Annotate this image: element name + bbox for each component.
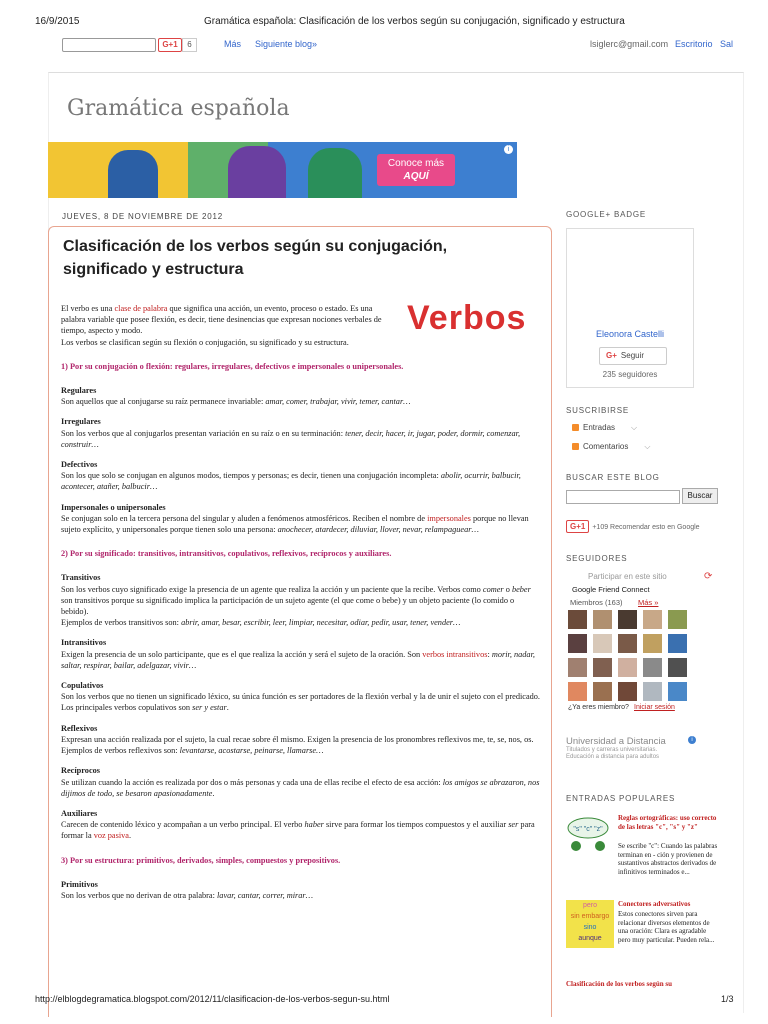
text: Expresan una acción realizada por el sujeto, la cual recae sobre él mismo. Exigen la presencia de los pronombres reflexivos me, te, se, nos, os. Ejemplos de verbos reflexivos son:	[61, 734, 534, 756]
popular-excerpt	[618, 910, 718, 944]
avatar[interactable]	[568, 634, 587, 653]
section-heading: 2) Por su significado: transitivos, intransitivos, copulativos, reflexivos, recíprocos y auxiliares.	[61, 549, 392, 559]
definition	[61, 470, 541, 492]
text: sirve para formar los tiempos compuestos y el auxiliar	[323, 820, 509, 830]
example: ser	[508, 820, 519, 830]
follow-label: Seguir	[620, 351, 645, 360]
term-reflexivos: Reflexivos	[61, 723, 98, 733]
definition	[61, 649, 541, 671]
example: haber	[304, 820, 324, 830]
term-primitivos: Primitivos	[61, 879, 98, 889]
avatar[interactable]	[593, 658, 612, 677]
popular-title[interactable]: Reglas ortográficas: uso correcto de las letras "c", "s" y "z"	[618, 814, 717, 831]
popular-post-3[interactable]	[566, 980, 721, 989]
chevron-down-icon: ⌵	[644, 442, 651, 451]
text: porque no llevan sujeto explícito, y unipersonales porque tienen solo una persona:	[61, 513, 529, 535]
examples: amar, comer, trabajar, vivir, temer, cantar…	[265, 397, 411, 407]
dashboard-link[interactable]: Escritorio	[675, 39, 713, 49]
passive-voice-link[interactable]: voz pasiva	[93, 831, 129, 841]
feed-icon	[572, 443, 579, 450]
badge-name[interactable]: Eleonora Castelli	[595, 329, 665, 339]
text: Los verbos se clasifican según su flexión o conjugación, su significado y su estructura.	[61, 337, 349, 347]
members-more-link[interactable]: Más »	[638, 598, 659, 607]
ad-cta-button[interactable]	[377, 154, 455, 186]
print-title: Gramática española: Clasificación de los verbos según su conjugación, significado y estructura	[204, 16, 625, 27]
follower-count: 235 seguidores	[602, 370, 658, 379]
thumb-word: pero	[582, 902, 597, 909]
popular-post-2[interactable]	[618, 900, 718, 909]
blogger-navbar	[50, 36, 740, 56]
scz-image	[566, 814, 610, 854]
popular-excerpt	[618, 842, 718, 876]
examples: abolir, ocurrir, balbucir, acontecer, atañer, balbucir…	[61, 471, 521, 492]
avatar[interactable]	[668, 682, 687, 701]
examples: tener, decir, hacer, ir, jugar, poder, dormir, comenzar, construir…	[61, 428, 521, 449]
gfc-icon: ⟳	[704, 571, 713, 582]
print-date: 16/9/2015	[35, 16, 80, 27]
gplus-icon: G+	[606, 351, 617, 360]
examples: ser y estar	[192, 703, 227, 713]
ad-figure	[108, 150, 158, 198]
definition	[61, 890, 541, 901]
user-email: lsiglerc@gmail.com	[590, 39, 669, 49]
definition	[61, 513, 541, 535]
text: :	[487, 649, 492, 659]
text: para formar la	[61, 820, 535, 841]
more-link[interactable]: Más	[224, 39, 242, 49]
definition	[61, 734, 541, 756]
next-blog-link[interactable]: Siguiente blog»	[255, 39, 318, 49]
text: son transitivos porque su significado implica la participación de un sujeto agente (el que come o bebe) y un objeto paciente (lo comido o bebido).	[61, 595, 515, 617]
sidebar	[566, 210, 726, 988]
definition	[61, 396, 541, 407]
text: Se utilizan cuando la acción es realizada por dos o más personas y cada una de ellas recibe el efecto de esa acción:	[61, 777, 443, 787]
subscribe-heading: SUSCRIBIRSE	[566, 406, 630, 415]
ad-cta-line1: Conoce más	[387, 158, 445, 169]
definition	[61, 777, 541, 799]
members-count: Miembros (163)	[570, 598, 623, 607]
definition	[61, 691, 541, 713]
search-button[interactable]: Buscar	[682, 488, 718, 504]
text: Se conjugan solo en la tercera persona del singular y aluden a fenómenos atmosféricos. Reciben el nombre de	[61, 513, 428, 523]
impersonales-link[interactable]: impersonales	[427, 513, 471, 523]
thumb-word: sin embargo	[570, 913, 610, 920]
text: Son los verbos que no tienen un significado léxico, su única función es ser portadores de la flexión verbal y la de unir el sujeto con el predicado. Los principales verbos copulativos son	[61, 692, 541, 713]
examples: los amigos se abrazaron, nos dijimos de todo, se besaron apasionadamente	[61, 777, 540, 798]
page-number: 1/3	[721, 994, 734, 1004]
verbos-image: Verbos	[407, 299, 527, 337]
section-heading: 3) Por su estructura: primitivos, derivados, simples, compuestos y prepositivos.	[61, 855, 341, 865]
examples: abrir, amar, besar, escribir, leer, limpiar, necesitar, odiar, pedir, usar, tener, vender…	[181, 618, 461, 628]
word-class-link[interactable]: clase de palabra	[114, 304, 168, 313]
text: Ejemplos de verbos transitivos son:	[61, 618, 182, 628]
term-copulativos: Copulativos	[61, 681, 104, 691]
text: Son los verbos que al conjugarlos presentan variación en su raíz o en su terminación:	[61, 428, 346, 438]
followers-heading: SEGUIDORES	[566, 554, 628, 563]
badge-heading: GOOGLE+ BADGE	[566, 210, 646, 219]
term-intransitivos: Intransitivos	[61, 638, 107, 648]
signout-link[interactable]: Sal	[720, 39, 734, 49]
text: El verbo es una	[61, 304, 115, 313]
gplus-button[interactable]: G+1	[158, 38, 182, 52]
examples: levantarse, acostarse, peinarse, llamarse…	[179, 746, 324, 756]
avatar[interactable]	[618, 682, 637, 701]
excerpt: Estos conectores sirven para relacionar diversos elementos de una oración: Clara es agradable pero muy particular. Pueden rela...	[618, 910, 715, 944]
ad-cta-line2: AQUÍ	[403, 171, 429, 182]
example: beber	[511, 584, 531, 594]
ad-info-icon[interactable]: i	[504, 145, 513, 154]
text: Son los que solo se conjugan en algunos modos, tiempos y personas; es decir, tienen una conjugación incompleta:	[61, 471, 441, 481]
avatar[interactable]	[593, 610, 612, 629]
term-impersonales: Impersonales o unipersonales	[61, 502, 166, 512]
example: comer	[482, 584, 504, 594]
gplus-button[interactable]: G+1	[566, 520, 589, 533]
text: .	[212, 788, 215, 798]
popular-title[interactable]: Clasificación de los verbos según su	[566, 980, 672, 988]
feed-icon	[572, 424, 579, 431]
popular-thumb-2[interactable]	[566, 900, 614, 948]
already-member: ¿Ya eres miembro?	[568, 704, 629, 711]
post-body	[61, 303, 541, 901]
blog-search-input[interactable]	[566, 490, 680, 504]
text: Son los verbos que no derivan de otra palabra:	[61, 890, 217, 900]
gplus-recommend	[566, 520, 700, 533]
avatar[interactable]	[568, 610, 587, 629]
excerpt: Se escribe "c": Cuando las palabras terminan en - ción y provienen de sustantivos abstractos derivados de infinitivos terminados e...	[618, 842, 718, 876]
ad-title: Universidad a Distancia	[566, 736, 666, 747]
label: Entradas	[583, 423, 616, 432]
print-url: http://elblogdegramatica.blogspot.com/2012/11/clasificacion-de-los-verbos-segun-su.html	[35, 994, 390, 1004]
definition	[61, 819, 541, 841]
ad-universidad[interactable]	[566, 736, 706, 761]
avatar[interactable]	[568, 682, 587, 701]
examples: morir, nadar, saltar, respirar, bailar, adelgazar, vivir…	[61, 649, 535, 670]
label: Comentarios	[583, 442, 629, 451]
avatar[interactable]	[643, 658, 662, 677]
post-card	[48, 226, 552, 1017]
term-irregulares: Irregulares	[61, 417, 101, 427]
examples: lavar, cantar, correr, mirar…	[216, 890, 314, 900]
term-regulares: Regulares	[61, 386, 97, 396]
text: Carecen de contenido léxico y acompañan a un verbo principal. El verbo	[61, 820, 305, 830]
avatar[interactable]	[668, 658, 687, 677]
scz-text: "s" "c" "z"	[573, 826, 603, 833]
ad-banner[interactable]	[48, 142, 517, 198]
post-title: Clasificación de los verbos según su conjugación, significado y estructura	[63, 238, 448, 278]
subscribe-entries[interactable]	[572, 423, 637, 433]
examples: anochecer, atardecer, diluviar, llover, nevar, relampaguear…	[277, 525, 479, 535]
avatar[interactable]	[668, 610, 687, 629]
avatar[interactable]	[568, 658, 587, 677]
gfc-brand: Google Friend Connect	[572, 585, 650, 594]
term-defectivos: Defectivos	[61, 460, 98, 470]
text: Son los verbos cuyo significado exige la presencia de un agente que realiza la acción y un paciente que la recibe. Verbos como	[61, 584, 483, 594]
navbar-search-input[interactable]	[62, 38, 156, 52]
info-icon: i	[688, 736, 696, 744]
ad-subtitle: Educación a distancia para adultos	[566, 754, 660, 760]
sign-in-link[interactable]: Iniciar sesión	[634, 704, 675, 711]
popular-title[interactable]: Conectores adversativos	[618, 900, 691, 908]
search-heading: BUSCAR ESTE BLOG	[566, 473, 660, 482]
definition	[61, 428, 541, 450]
text: que significa una acción, un evento, proceso o estado. Es una palabra variable que posee flexión, es decir, tiene desinencias que expresan nociones verbales de tiempo, aspecto y modo.	[61, 304, 382, 336]
ad-figure	[228, 146, 286, 198]
avatar[interactable]	[643, 610, 662, 629]
gplus-text: +109 Recomendar esto en Google	[592, 524, 700, 531]
print-header	[0, 0, 768, 28]
text: Son aquellos que al conjugarse su raíz permanece invariable:	[61, 397, 266, 407]
gplus-count: 6	[182, 38, 197, 52]
text: .	[128, 831, 132, 841]
ad-subtitle: Titulados y carreras universitarias.	[566, 747, 658, 753]
avatar[interactable]	[593, 682, 612, 701]
blog-title[interactable]: Gramática española	[67, 96, 290, 121]
intro-paragraph	[61, 303, 396, 348]
avatar[interactable]	[643, 682, 662, 701]
text: o	[503, 584, 512, 594]
subscribe-comments[interactable]	[572, 442, 650, 452]
gfc-join[interactable]: Participar en este sitio	[588, 572, 667, 581]
popular-thumb-1[interactable]	[566, 814, 610, 854]
intransitive-link[interactable]: verbos intransitivos	[422, 649, 488, 659]
term-transitivos: Transitivos	[61, 573, 101, 583]
text: .	[226, 703, 229, 713]
avatar[interactable]	[643, 634, 662, 653]
term-auxiliares: Auxiliares	[61, 808, 98, 818]
popular-heading: ENTRADAS POPULARES	[566, 794, 676, 803]
follow-button[interactable]	[599, 347, 667, 365]
avatar[interactable]	[618, 658, 637, 677]
ad-figure	[308, 148, 362, 198]
text: Exigen la presencia de un solo participante, que es el que realiza la acción y será el sujeto de la oración. Son	[61, 649, 423, 659]
avatar[interactable]	[593, 634, 612, 653]
section-heading: 1) Por su conjugación o flexión: regulares, irregulares, defectivos e impersonales o unipersonales.	[61, 361, 404, 371]
avatar[interactable]	[618, 634, 637, 653]
thumb-word: sino	[583, 924, 597, 931]
avatar[interactable]	[668, 634, 687, 653]
term-reciprocos: Recíprocos	[61, 766, 101, 776]
avatar[interactable]	[618, 610, 637, 629]
chevron-down-icon: ⌵	[631, 423, 638, 432]
popular-post-1[interactable]	[618, 814, 718, 831]
definition	[61, 584, 541, 629]
thumb-word: aunque	[578, 935, 602, 942]
post-date: JUEVES, 8 DE NOVIEMBRE DE 2012	[62, 212, 223, 221]
gplus-badge	[566, 228, 694, 388]
